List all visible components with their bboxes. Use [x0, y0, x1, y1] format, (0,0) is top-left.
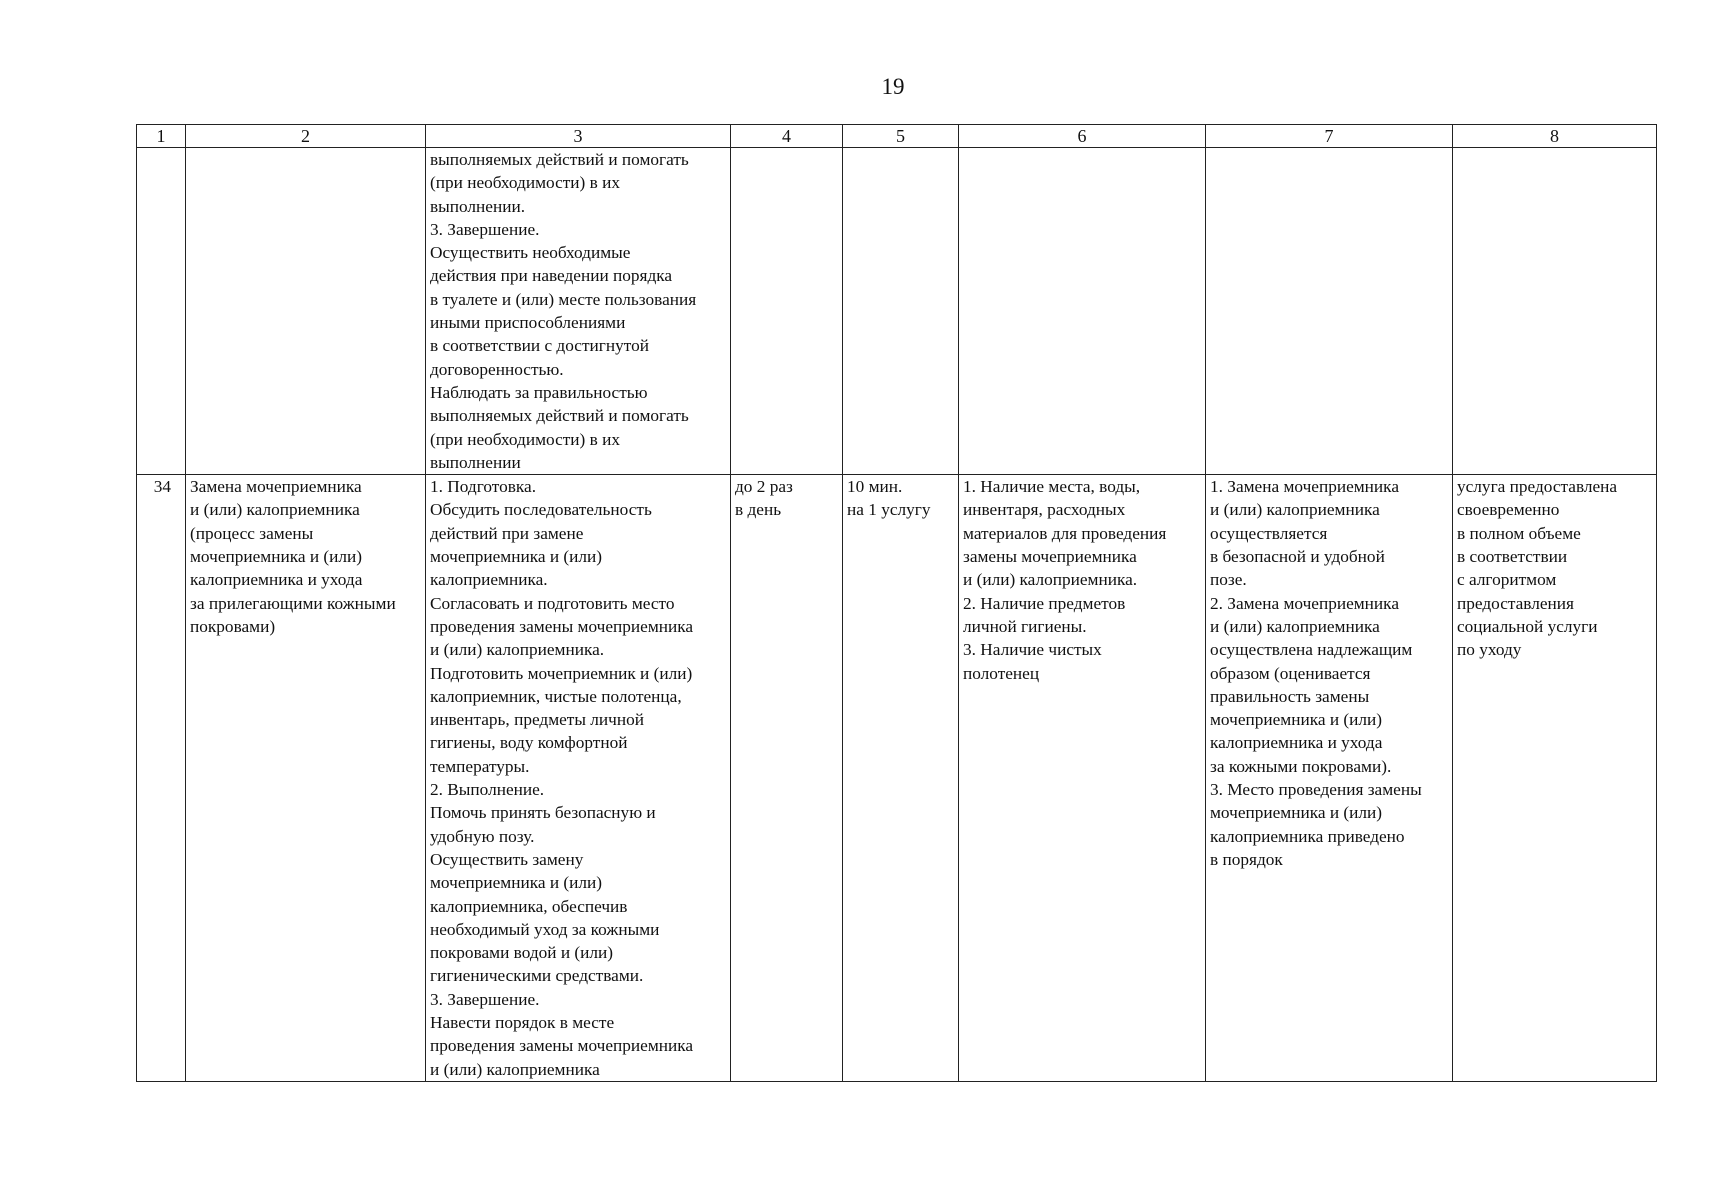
cell-line: действия при наведении порядка	[430, 266, 673, 286]
cell-line: инвентарь, предметы личной	[430, 710, 644, 730]
cell-line: социальной услуги	[1457, 616, 1598, 636]
column-number: 2	[186, 125, 426, 148]
column-number-row	[137, 125, 1657, 148]
cell-line: 1. Замена мочеприемника	[1210, 477, 1399, 497]
cell-line: замены мочеприемника	[963, 547, 1137, 567]
cell-line: гигиеническими средствами.	[430, 966, 644, 986]
cell-line: выполнении	[430, 452, 521, 472]
cell-line: калоприемника, обеспечив	[430, 896, 628, 916]
cell-line: 2. Замена мочеприемника	[1210, 593, 1399, 613]
cell-line: предоставления	[1457, 593, 1574, 613]
cell-line: личной гигиены.	[963, 616, 1087, 636]
cell-line: калоприемника и ухода	[1210, 733, 1383, 753]
cell-line: до 2 раз	[735, 477, 793, 497]
cell-line: правильность замены	[1210, 686, 1370, 706]
cell-line: мочеприемника и (или)	[1210, 710, 1383, 730]
cell-line: калоприемника приведено	[1210, 826, 1405, 846]
cell-line: Помочь принять безопасную и	[430, 803, 656, 823]
column-number: 1	[137, 125, 186, 148]
duration-cell	[843, 475, 959, 1082]
column-number: 3	[426, 125, 731, 148]
cell-line: выполняемых действий и помогать	[430, 150, 689, 169]
cell-line: своевременно	[1457, 500, 1560, 520]
cell-line: (процесс замены	[190, 523, 314, 543]
cell-line: проведения замены мочеприемника	[430, 616, 694, 636]
cell-line: договоренностью.	[430, 359, 564, 379]
cell-line: (при необходимости) в их	[430, 173, 620, 193]
cell-line: 2. Наличие предметов	[963, 593, 1126, 613]
cell-line: позе.	[1210, 570, 1247, 590]
cell-line: калоприемник, чистые полотенца,	[430, 686, 682, 706]
page-number: 19	[881, 74, 905, 99]
column-number: 6	[959, 125, 1206, 148]
cell-line: Навести порядок в месте	[430, 1012, 615, 1032]
cell-line: гигиены, воду комфортной	[430, 733, 628, 753]
frequency-cell	[731, 475, 843, 1082]
cell-line: (при необходимости) в их	[430, 429, 620, 449]
cell-line: в день	[735, 500, 782, 520]
cell-line: мочеприемника и (или)	[1210, 803, 1383, 823]
cell-line: покровами)	[190, 616, 276, 636]
cell-line: и (или) калоприемника	[1210, 616, 1380, 636]
cell-line: Подготовить мочеприемник и (или)	[430, 663, 693, 683]
cell-line: 3. Место проведения замены	[1210, 780, 1422, 800]
cell-line: осуществляется	[1210, 523, 1328, 543]
cell-line: инвентаря, расходных	[963, 500, 1126, 520]
cell-line: проведения замены мочеприемника	[430, 1036, 694, 1056]
cell-line: и (или) калоприемника.	[963, 570, 1138, 590]
cell-line: за прилегающими кожными	[190, 593, 396, 613]
cell-line: температуры.	[430, 756, 530, 776]
cell-line: в безопасной и удобной	[1210, 547, 1385, 567]
cell-line: выполнении.	[430, 196, 526, 216]
cell-line: в соответствии	[1457, 547, 1568, 567]
cell-line: Осуществить замену	[430, 849, 584, 869]
duration-cell	[843, 148, 959, 475]
row-number-cell	[137, 148, 186, 475]
cell-line: 2. Выполнение.	[430, 780, 545, 800]
cell-line: услуга предоставлена	[1457, 477, 1618, 497]
cell-line: Обсудить последовательность	[430, 500, 652, 520]
column-number: 5	[843, 125, 959, 148]
evaluation-cell	[1453, 148, 1657, 475]
column-number: 4	[731, 125, 843, 148]
cell-line: Наблюдать за правильностью	[430, 382, 648, 402]
conditions-cell	[959, 148, 1206, 475]
cell-line: образом (оценивается	[1210, 663, 1371, 683]
services-table	[136, 124, 1657, 1082]
cell-line: 1. Наличие места, воды,	[963, 477, 1141, 497]
cell-line: 1. Подготовка.	[430, 477, 537, 497]
cell-line: Осуществить необходимые	[430, 243, 631, 263]
cell-line: осуществлена надлежащим	[1210, 640, 1413, 660]
cell-line: на 1 услугу	[847, 500, 931, 520]
table-row	[137, 148, 1657, 475]
cell-line: выполняемых действий и помогать	[430, 406, 689, 426]
cell-line: мочеприемника и (или)	[430, 547, 603, 567]
column-number: 7	[1206, 125, 1453, 148]
cell-line: удобную позу.	[430, 826, 535, 846]
cell-line: 3. Завершение.	[430, 989, 540, 1009]
procedure-cell	[426, 475, 731, 1082]
cell-line: 3. Завершение.	[430, 219, 540, 239]
cell-line: полотенец	[963, 663, 1040, 683]
cell-line: с алгоритмом	[1457, 570, 1557, 590]
cell-line: действий при замене	[430, 523, 584, 543]
cell-line: необходимый уход за кожными	[430, 919, 660, 939]
procedure-cell	[426, 148, 731, 475]
cell-line: калоприемника.	[430, 570, 548, 590]
cell-line: Замена мочеприемника	[190, 477, 362, 497]
cell-line: в туалете и (или) месте пользования	[430, 289, 697, 309]
cell-line: и (или) калоприемника	[430, 1059, 600, 1079]
cell-line: 3. Наличие чистых	[963, 640, 1102, 660]
cell-line: в соответствии с достигнутой	[430, 336, 649, 356]
cell-line: Согласовать и подготовить место	[430, 593, 675, 613]
quality-indicators-cell	[1206, 475, 1453, 1082]
cell-line: и (или) калоприемника	[190, 500, 360, 520]
frequency-cell	[731, 148, 843, 475]
service-name-cell	[186, 148, 426, 475]
row-number-cell: 34	[137, 475, 186, 1082]
cell-line: и (или) калоприемника.	[430, 640, 605, 660]
cell-line: мочеприемника и (или)	[430, 873, 603, 893]
cell-line: и (или) калоприемника	[1210, 500, 1380, 520]
cell-line: калоприемника и ухода	[190, 570, 363, 590]
table-row	[137, 475, 1657, 1082]
cell-line: покровами водой и (или)	[430, 943, 614, 963]
service-name-cell	[186, 475, 426, 1082]
cell-line: в полном объеме	[1457, 523, 1581, 543]
quality-indicators-cell	[1206, 148, 1453, 475]
cell-line: в порядок	[1210, 849, 1283, 869]
conditions-cell	[959, 475, 1206, 1082]
cell-line: по уходу	[1457, 640, 1522, 660]
cell-line: иными приспособлениями	[430, 313, 626, 333]
cell-line: за кожными покровами).	[1210, 756, 1392, 776]
cell-line: 10 мин.	[847, 477, 903, 497]
cell-line: мочеприемника и (или)	[190, 547, 363, 567]
column-number: 8	[1453, 125, 1657, 148]
cell-line: материалов для проведения	[963, 523, 1167, 543]
evaluation-cell	[1453, 475, 1657, 1082]
